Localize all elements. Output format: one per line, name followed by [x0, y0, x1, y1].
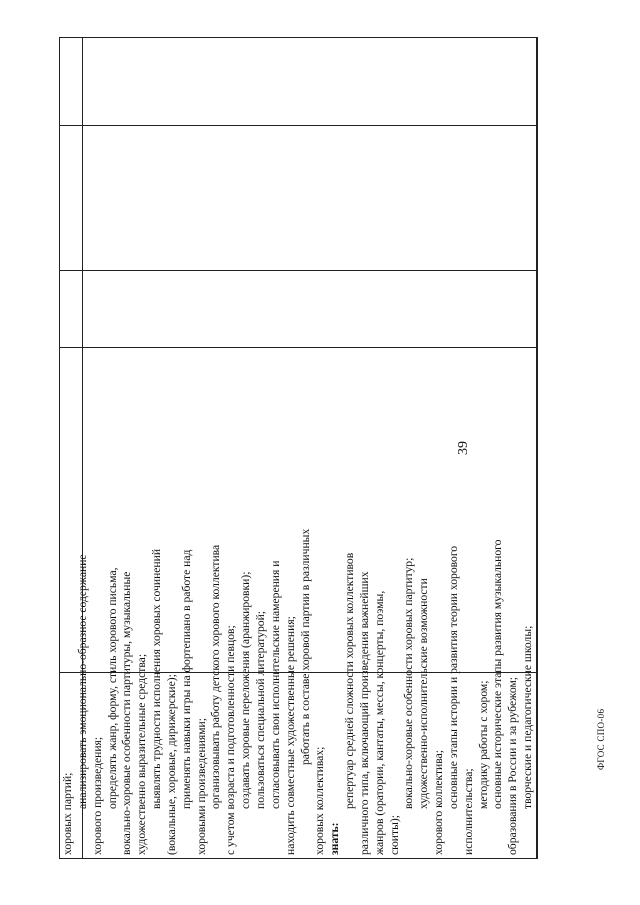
- text-line: с учетом возраста и подготовленности певцов;: [224, 625, 238, 855]
- text-line: художественно-исполнительские возможности: [417, 578, 431, 809]
- text-line: выявлять трудности исполнения хоровых сочинений: [150, 548, 164, 809]
- text-line: знать:: [328, 822, 342, 855]
- table-divider: [59, 347, 537, 348]
- text-line: художественно выразительные средства;: [135, 653, 149, 855]
- text-line: жанров (оратории, кантаты, мессы, концерты, поэмы,: [372, 590, 386, 855]
- text-line: хоровых партий;: [61, 772, 74, 855]
- text-line: согласовывать свои исполнительские намерения и: [268, 560, 282, 809]
- text-line: вокально-хоровые особенности партитуры, музыкальные: [120, 571, 134, 855]
- text-line: вокально-хоровые особенности хоровых партитур;: [402, 557, 416, 809]
- text-line: исполнительства;: [461, 768, 475, 855]
- table-divider: [59, 125, 537, 126]
- table-divider: [537, 37, 538, 859]
- text-line: (вокальные, хоровые, дирижерские);: [164, 674, 178, 855]
- text-line: создавать хоровые переложения (аранжировки);: [239, 571, 253, 809]
- text-line: определять жанр, форму, стиль хорового письма,: [105, 567, 119, 809]
- table-divider: [59, 270, 537, 271]
- text-line: анализировать эмоционально-образное содержание: [75, 554, 89, 809]
- text-line: творческие и педагогические школы;: [521, 625, 535, 809]
- text-line: методику работы с хором;: [476, 680, 490, 809]
- text-line: основные этапы истории и развития теории хорового: [446, 545, 460, 809]
- text-line: находить совместные художественные решения;: [283, 616, 297, 855]
- text-line: различного типа, включающий произведения важнейших: [357, 571, 371, 855]
- text-line: применять навыки игры на фортепиано в работе над: [179, 549, 193, 809]
- text-line: репертуар средней сложности хоровых коллективов: [343, 552, 357, 809]
- competency-text-cell: [61, 437, 537, 855]
- text-line: хоровыми произведениями;: [194, 718, 208, 855]
- text-line: хоровых коллективах;: [313, 746, 327, 855]
- text-line: образования в России и за рубежом;: [506, 676, 520, 855]
- text-line: хорового произведения;: [90, 736, 104, 855]
- text-line: работать в составе хоровой партии в различных: [298, 528, 312, 765]
- text-line: пользоваться специальной литературой;: [253, 610, 267, 809]
- text-line: основные исторические этапы развития музыкального: [491, 539, 505, 809]
- page-number: 39: [456, 441, 471, 455]
- footer-code: ФГОС СПО-06: [596, 708, 606, 770]
- text-line: хорового коллектива;: [432, 750, 446, 855]
- text-line: сюиты);: [387, 815, 401, 855]
- text-line: организовывать работу детского хорового коллектива: [209, 544, 223, 809]
